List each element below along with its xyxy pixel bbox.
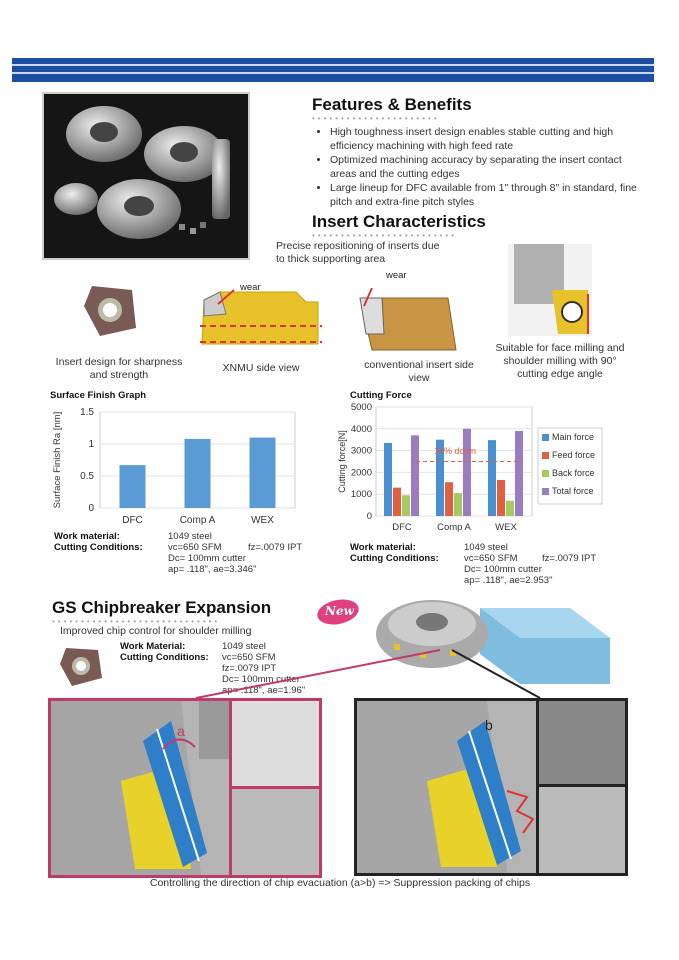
x-tick-label: DFC [392, 522, 412, 533]
cutting-conditions-label: Cutting Conditions: [120, 652, 209, 663]
cf-fz: fz=.0079 IPT [542, 553, 597, 564]
x-tick-label: Comp A [179, 515, 216, 526]
work-material-label: Work Material: [120, 641, 186, 652]
wear-label: wear [386, 270, 407, 281]
sf-ap: ap= .118", ae=3.346" [168, 564, 257, 575]
y-tick-label: 2000 [350, 467, 372, 479]
precise-caption: Precise repositioning of inserts due to thick supporting area [276, 240, 440, 265]
work-material-label: Work material: [54, 531, 120, 542]
sf-vc: vc=650 SFM [168, 542, 222, 553]
gs-work-material: 1049 steel [222, 641, 266, 652]
y-tick-label: 1000 [350, 489, 372, 501]
feature-bullet: • Optimized machining accuracy by separating the insert contact areas and the cutting edges [330, 153, 642, 181]
gs-ap: ap= .118", ae=1.96" [222, 685, 306, 696]
cutting-conditions-label: Cutting Conditions: [350, 553, 439, 564]
gs-title: GS Chipbreaker Expansion [52, 598, 272, 617]
wear-label: wear [240, 282, 261, 293]
chip-photo-a2 [229, 786, 322, 878]
sf-dc: Dc= 100mm cutter [168, 553, 246, 564]
new-badge-text: New [325, 604, 354, 618]
work-material-label: Work material: [350, 542, 416, 553]
y-tick-label: 0.5 [80, 471, 94, 482]
y-axis-label: Cutting force[N] [337, 430, 347, 493]
gs-dc: Dc= 100mm cutter [222, 674, 300, 685]
annotation-text: 10% down [434, 445, 477, 456]
x-tick-label: WEX [495, 522, 517, 533]
label-a: a [177, 723, 185, 739]
features-title: Features & Benefits [312, 95, 472, 114]
cf-work-material: 1049 steel [464, 542, 508, 553]
y-tick-label: 4000 [350, 423, 372, 435]
y-tick-label: 0 [88, 503, 94, 514]
legend-label: Total force [552, 486, 594, 496]
cutting-force-heading: Cutting Force [350, 390, 412, 401]
divider-dots: ••••••••••••••••••••••••• [312, 231, 458, 240]
divider-dots: ••••••••••••••••••••••••••••• [52, 617, 221, 626]
chip-photo-a1 [229, 698, 322, 790]
legend-label: Back force [552, 468, 595, 478]
cf-dc: Dc= 100mm cutter [464, 564, 542, 575]
gs-vc: vc=650 SFM [222, 652, 276, 663]
gs-subtitle: Improved chip control for shoulder milling [60, 625, 252, 637]
feature-bullet: • High toughness insert design enables stable cutting and high efficiency machining with high feed rate [330, 125, 642, 153]
conventional-caption: conventional insert side view [364, 359, 474, 384]
legend-label: Main force [552, 432, 595, 442]
y-tick-label: 3000 [350, 445, 372, 457]
y-tick-label: 5000 [350, 402, 372, 413]
insert-design-caption: Insert design for sharpness and strength [55, 356, 183, 381]
feature-bullet: • Large lineup for DFC available from 1" through 8" in standard, fine pitch and extra-fine pitch styles [330, 181, 642, 209]
x-tick-label: DFC [122, 515, 143, 526]
gs-footer-caption: Controlling the direction of chip evacuation (a>b) => Suppression packing of chips [149, 877, 531, 889]
x-tick-label: Comp A [437, 522, 471, 533]
sf-work-material: 1049 steel [168, 531, 212, 542]
x-tick-label: WEX [251, 515, 274, 526]
divider-dots: •••••••••••••••••••••• [312, 114, 440, 123]
sf-fz: fz=.0079 IPT [248, 542, 303, 553]
chip-photo-b1 [536, 698, 628, 788]
insert-title: Insert Characteristics [312, 212, 486, 231]
face-milling-caption: Suitable for face milling and shoulder milling with 90° cutting edge angle [495, 342, 625, 380]
y-tick-label: 1 [88, 439, 94, 450]
chip-photo-b2 [536, 784, 628, 876]
cf-vc: vc=650 SFM [464, 553, 518, 564]
cutting-conditions-label: Cutting Conditions: [54, 542, 143, 553]
gs-fz: fz=.0079 IPT [222, 663, 277, 674]
y-axis-label: Surface Finish Ra [nm] [52, 411, 63, 509]
xnmu-caption: XNMU side view [222, 362, 300, 374]
legend-label: Feed force [552, 450, 596, 460]
surface-finish-heading: Surface Finish Graph [50, 390, 147, 401]
y-tick-label: 0 [366, 511, 372, 522]
cf-ap: ap= .118", ae=2.953" [464, 575, 553, 586]
label-b: b [485, 717, 493, 733]
y-tick-label: 1.5 [80, 407, 94, 418]
